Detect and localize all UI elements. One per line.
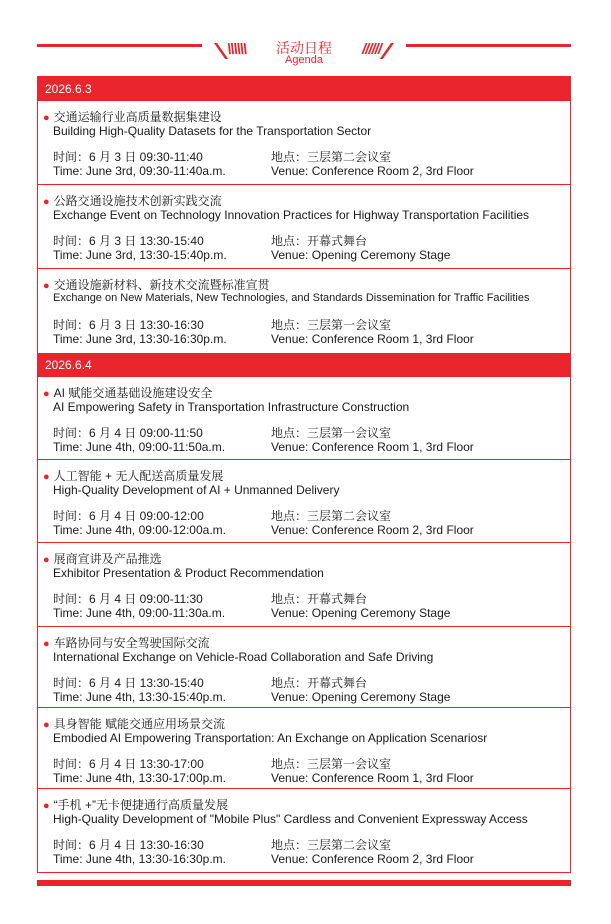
- session-title-cn: 展商宣讲及产品推选: [53, 552, 162, 566]
- session-title-en: Exchange on New Materials, New Technologies, and Standards Dissemination for Traffic Facilities: [53, 292, 530, 304]
- date-bar-day1: 2026.6.3: [38, 77, 570, 101]
- bullet-icon: ●: [43, 554, 50, 566]
- session-title-cn: 人工智能 + 无人配送高质量发展: [53, 469, 224, 483]
- bullet-icon: ●: [43, 280, 50, 292]
- session-title-cn: 公路交通设施技术创新实践交流: [53, 194, 222, 208]
- session-venue-en: Venue: Opening Ceremony Stage: [271, 248, 451, 262]
- bullet-icon: ●: [43, 800, 50, 812]
- session-venue-cn: 地点：三层第二会议室: [271, 838, 392, 852]
- bullet-icon: ●: [43, 112, 50, 124]
- session-venue-cn: 地点：三层第一会议室: [271, 318, 392, 332]
- session-time-en: Time: June 3rd, 13:30-16:30p.m.: [53, 332, 227, 346]
- session-item: [38, 377, 570, 460]
- session-venue-cn: 地点：开幕式舞台: [271, 676, 368, 690]
- bullet-icon: ●: [43, 196, 50, 208]
- session-time-en: Time: June 4th, 09:00-11:50a.m.: [53, 440, 226, 454]
- session-time-en: Time: June 4th, 09:00-12:00a.m.: [53, 523, 226, 537]
- session-title-en: High-Quality Development of "Mobile Plus" Cardless and Convenient Expressway Access: [53, 812, 528, 826]
- footer-rule: [37, 880, 571, 886]
- session-time-en: Time: June 4th, 13:30-17:00p.m.: [53, 771, 226, 785]
- session-time-en: Time: June 3rd, 09:30-11:40a.m.: [53, 164, 226, 178]
- session-venue-cn: 地点：三层第一会议室: [271, 757, 392, 771]
- session-venue-cn: 地点：三层第二会议室: [271, 150, 392, 164]
- bullet-icon: ●: [43, 638, 50, 650]
- session-title-en: High-Quality Development of AI + Unmanned Delivery: [53, 483, 340, 497]
- session-time-cn: 时间：6 月 4 日 13:30-15:40: [53, 676, 204, 690]
- session-title-en: International Exchange on Vehicle-Road Collaboration and Safe Driving: [53, 650, 434, 664]
- agenda-title-en: Agenda: [285, 54, 323, 66]
- session-venue-en: Venue: Conference Room 2, 3rd Floor: [271, 164, 474, 178]
- session-title-en: Exhibitor Presentation & Product Recommendation: [53, 566, 324, 580]
- header-slashes-left: \\\\\\: [227, 41, 247, 58]
- agenda-title-cn: 活动日程: [276, 40, 332, 56]
- session-title-cn: AI 赋能交通基础设施建设安全: [53, 386, 213, 400]
- session-venue-en: Venue: Conference Room 2, 3rd Floor: [271, 852, 474, 866]
- session-venue-cn: 地点：开幕式舞台: [271, 592, 368, 606]
- session-time-cn: 时间：6 月 3 日 13:30-15:40: [53, 234, 204, 248]
- session-title-cn: 具身智能 赋能交通应用场景交流: [53, 717, 225, 731]
- session-venue-cn: 地点：三层第二会议室: [271, 509, 392, 523]
- session-venue-en: Venue: Conference Room 1, 3rd Floor: [271, 771, 474, 785]
- session-time-cn: 时间：6 月 4 日 09:00-12:00: [53, 509, 204, 523]
- session-venue-cn: 地点：三层第一会议室: [271, 426, 392, 440]
- session-venue-en: Venue: Opening Ceremony Stage: [271, 606, 451, 620]
- session-item: [38, 627, 570, 708]
- session-title-cn: “手机 +”无卡便捷通行高质量发展: [53, 798, 228, 812]
- session-title-cn: 车路协同与安全驾驶国际交流: [53, 636, 210, 650]
- session-title-en: Embodied AI Empowering Transportation: An Exchange on Application Scenariosr: [53, 731, 488, 745]
- session-title-cn: 交通设施新材料、新技术交流暨标准宣贯: [53, 278, 270, 292]
- session-venue-en: Venue: Conference Room 1, 3rd Floor: [271, 332, 474, 346]
- bullet-icon: ●: [43, 388, 50, 400]
- session-item: [38, 789, 570, 872]
- session-title-en: Exchange Event on Technology Innovation Practices for Highway Transportation Facilities: [53, 208, 530, 222]
- session-venue-en: Venue: Conference Room 2, 3rd Floor: [271, 523, 474, 537]
- session-title-cn: 交通运输行业高质量数据集建设: [53, 110, 222, 124]
- bullet-icon: ●: [43, 471, 50, 483]
- agenda-header: [37, 38, 571, 68]
- session-time-en: Time: June 3rd, 13:30-15:40p.m.: [53, 248, 227, 262]
- session-item: [38, 543, 570, 627]
- session-item: [38, 708, 570, 789]
- session-item: [38, 185, 570, 269]
- session-time-cn: 时间：6 月 3 日 09:30-11:40: [53, 150, 203, 164]
- agenda-table: [37, 76, 571, 873]
- header-slashes-right: //////: [361, 41, 381, 58]
- session-venue-cn: 地点：开幕式舞台: [271, 234, 368, 248]
- session-time-cn: 时间：6 月 4 日 13:30-16:30: [53, 838, 204, 852]
- session-title-en: AI Empowering Safety in Transportation Infrastructure Construction: [53, 400, 410, 414]
- session-time-cn: 时间：6 月 4 日 09:00-11:50: [53, 426, 203, 440]
- session-time-en: Time: June 4th, 09:00-11:30a.m.: [53, 606, 226, 620]
- session-venue-en: Venue: Opening Ceremony Stage: [271, 690, 451, 704]
- session-time-cn: 时间：6 月 4 日 13:30-17:00: [53, 757, 204, 771]
- header-rule-right: [406, 44, 571, 47]
- session-item: [38, 269, 570, 353]
- session-venue-en: Venue: Conference Room 1, 3rd Floor: [271, 440, 474, 454]
- date-bar-day2: 2026.6.4: [38, 353, 570, 377]
- session-item: [38, 460, 570, 543]
- session-time-en: Time: June 4th, 13:30-15:40p.m.: [53, 690, 226, 704]
- session-time-en: Time: June 4th, 13:30-16:30p.m.: [53, 852, 226, 866]
- session-time-cn: 时间：6 月 4 日 09:00-11:30: [53, 592, 203, 606]
- bullet-icon: ●: [43, 719, 50, 731]
- session-title-en: Building High-Quality Datasets for the Transportation Sector: [53, 124, 372, 138]
- session-item: [38, 101, 570, 185]
- session-time-cn: 时间：6 月 3 日 13:30-16:30: [53, 318, 204, 332]
